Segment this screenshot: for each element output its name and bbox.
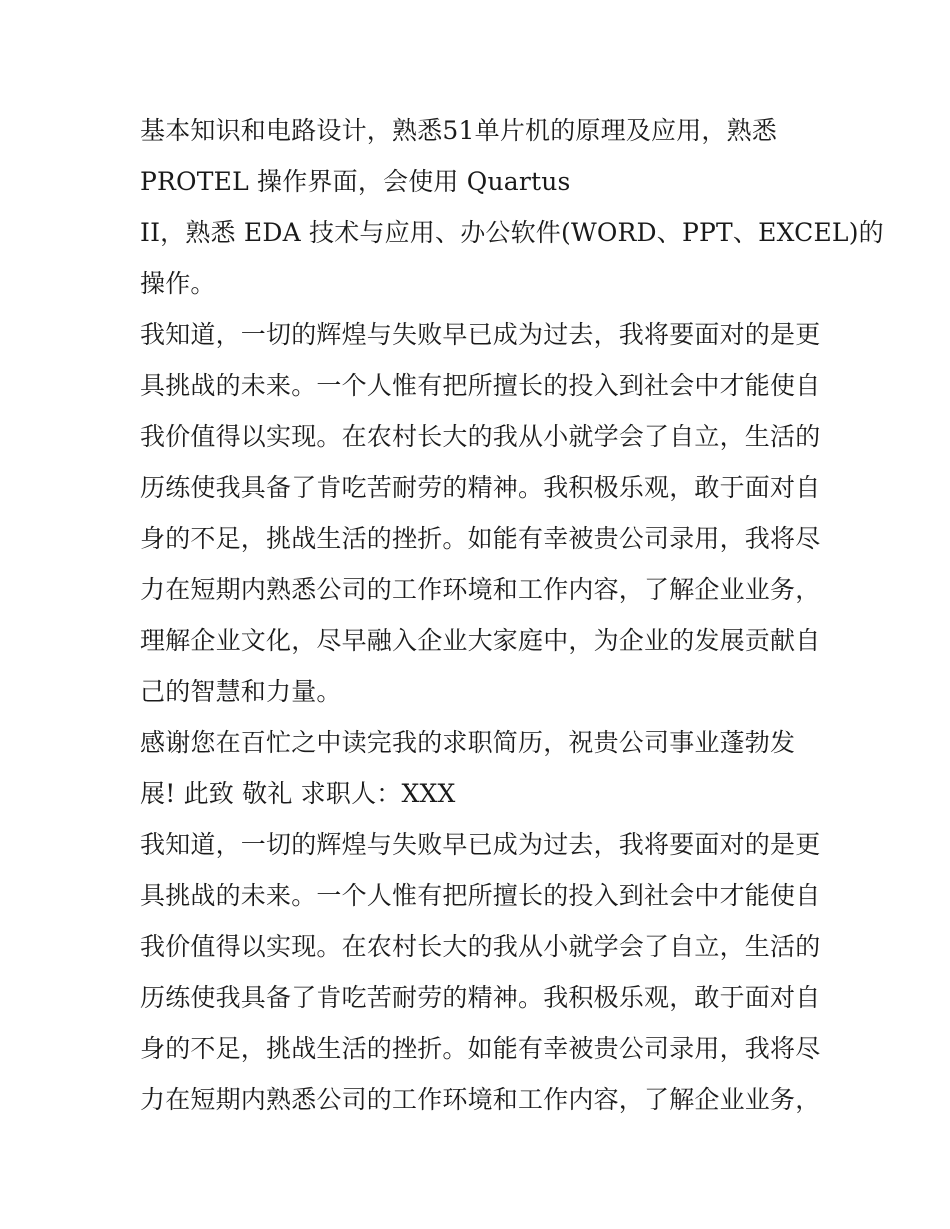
text-line: 展! 此致 敬礼 求职人：XXX: [140, 779, 456, 808]
text-line: 理解企业文化，尽早融入企业大家庭中，为企业的发展贡献自: [140, 626, 821, 655]
text-line: 力在短期内熟悉公司的工作环境和工作内容，了解企业业务，: [140, 1085, 821, 1114]
paragraph-self-statement: [140, 309, 820, 717]
text-line: 我价值得以实现。在农村长大的我从小就学会了自立，生活的: [140, 422, 821, 451]
text-line: 历练使我具备了肯吃苦耐劳的精神。我积极乐观，敢于面对自: [140, 983, 821, 1012]
text-line: 感谢您在百忙之中读完我的求职简历，祝贵公司事业蓬勃发: [140, 728, 796, 757]
text-line: 力在短期内熟悉公司的工作环境和工作内容，了解企业业务，: [140, 575, 821, 604]
text-line: 操作。: [140, 269, 216, 298]
text-line: 具挑战的未来。一个人惟有把所擅长的投入到社会中才能使自: [140, 881, 821, 910]
text-line: 身的不足，挑战生活的挫折。如能有幸被贵公司录用，我将尽: [140, 1034, 821, 1063]
text-line: 己的智慧和力量。: [140, 677, 342, 706]
text-line: 基本知识和电路设计，熟悉51单片机的原理及应用，熟悉: [140, 116, 778, 145]
text-line: 我价值得以实现。在农村长大的我从小就学会了自立，生活的: [140, 932, 821, 961]
paragraph-skills: [140, 105, 884, 309]
text-line: 我知道，一切的辉煌与失败早已成为过去，我将要面对的是更: [140, 830, 821, 859]
text-line: PROTEL 操作界面，会使用 Quartus: [140, 167, 571, 196]
text-line: 具挑战的未来。一个人惟有把所擅长的投入到社会中才能使自: [140, 371, 821, 400]
text-line: II，熟悉 EDA 技术与应用、办公软件(WORD、PPT、EXCEL)的: [140, 218, 884, 247]
text-line: 历练使我具备了肯吃苦耐劳的精神。我积极乐观，敢于面对自: [140, 473, 821, 502]
paragraph-self-statement-repeat: [140, 819, 820, 1125]
text-line: 身的不足，挑战生活的挫折。如能有幸被贵公司录用，我将尽: [140, 524, 821, 553]
paragraph-closing: [140, 717, 820, 819]
text-line: 我知道，一切的辉煌与失败早已成为过去，我将要面对的是更: [140, 320, 821, 349]
document-body: [140, 105, 884, 1125]
